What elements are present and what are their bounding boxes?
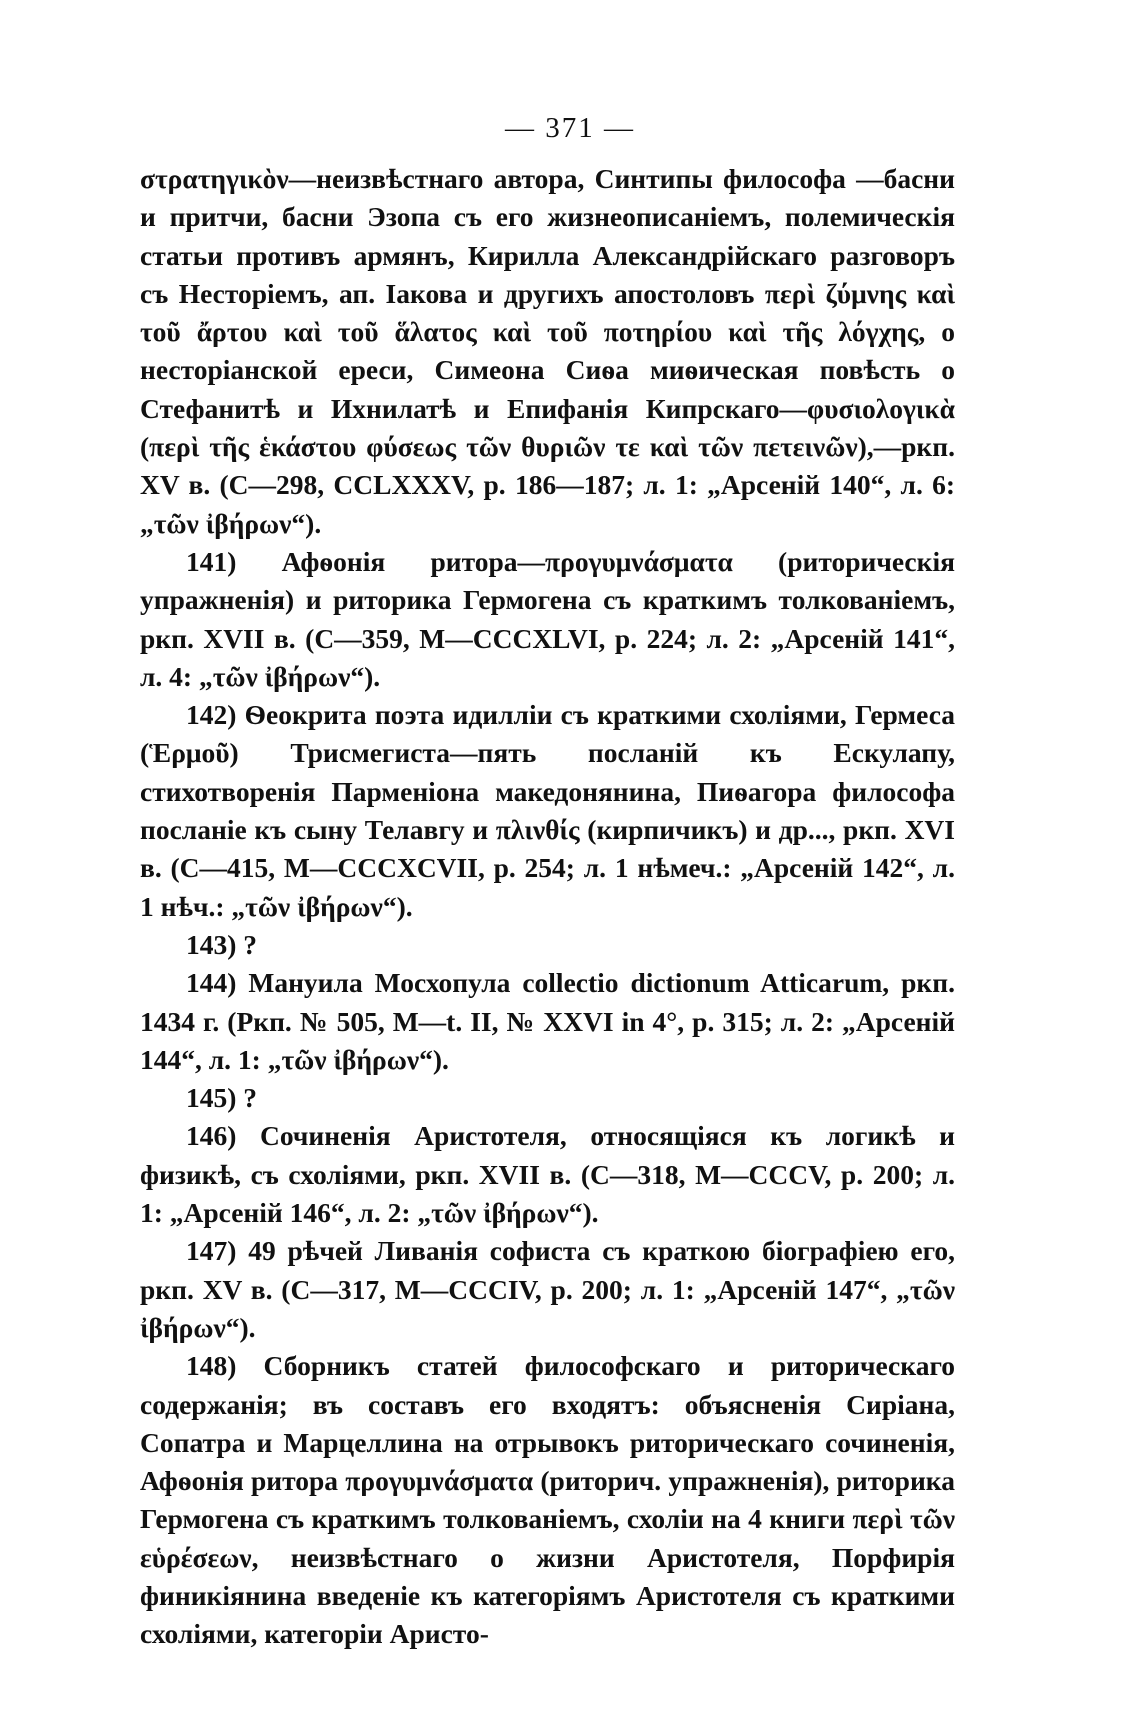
list-item-145: 145) ?: [186, 1082, 258, 1114]
list-item-141: 141) Афѳонія ритора—προγυμνάσματα (риторическія упражненія) и риторика Гермогена съ краткимъ толкованіемъ, ркп. XVII в. (С—359, М—СССXLVI, р. 224; л. 2: „Арсеній 141“, л. 4: „τῶν ἰβήρων“).: [140, 545, 955, 692]
body-text: [140, 160, 955, 1654]
list-item-146: 146) Сочиненія Аристотеля, относящіяся къ логикѣ и физикѣ, съ схоліями, ркп. XVII в. (С—318, М—СССV, р. 200; л. 1: „Арсеній 146“, л. 2: „τῶν ἰβήρων“).: [140, 1120, 955, 1229]
list-item-142: 142) Ѳеокрита поэта идилліи съ краткими схоліями, Гермеса (Ἑρμοῦ) Трисмегиста—пять посланій къ Ескулапу, стихотворенія Парменіона македонянина, Пиѳагора философа посланіе къ сыну Телавгу и πλινθίς (кирпичикъ) и др..., ркп. XVI в. (С—415, М—СССXCVII, р. 254; л. 1 нѣмеч.: „Арсеній 142“, л. 1 нѣч.: „τῶν ἰβήρων“).: [140, 699, 955, 922]
list-item-147: 147) 49 рѣчей Ливанія софиста съ краткою біографіею его, ркп. XV в. (С—317, М—СССIV, р. 200; л. 1: „Арсеній 147“, „τῶν ἰβήρων“).: [140, 1235, 955, 1343]
list-item-144: 144) Мануила Мосхопула collectio dictionum Atticarum, ркп. 1434 г. (Ркп. № 505, М—t. II, № XXVI in 4°, р. 315; л. 2: „Арсеній 144“, л. 1: „τῶν ἰβήρων“).: [140, 967, 955, 1075]
list-item-143: 143) ?: [186, 928, 258, 960]
list-item-148: 148) Сборникъ статей философскаго и риторическаго содержанія; въ составъ его входятъ: объясненія Сиріана, Сопатра и Марцеллина на отрывокъ риторическаго сочиненія, Афѳонія ритора προγυμνάσματα (риторич. упражненія), риторика Гермогена съ краткимъ толкованіемъ, схоліи на 4 книги περὶ τῶν εὑρέσεων, неизвѣстнаго о жизни Аристотеля, Порфирія финикіянина введеніе къ категоріямъ Аристотеля съ краткими схоліями, категоріи Аристо-: [140, 1350, 955, 1650]
page-number: — 371 —: [505, 112, 635, 144]
paragraph-continued: στρατηγικὸν—неизвѣстнаго автора, Синтипы философа —басни и притчи, басни Эзопа съ его жизнеописаніемъ, полемическія статьи противъ армянъ, Кирилла Александрійскаго разговоръ съ Несторіемъ, ап. Іакова и другихъ апостоловъ περὶ ζύμνης καὶ τοῦ ἄρτου καὶ τοῦ ἅλατος καὶ τοῦ ποτηρίου καὶ τῆς λόγχης, о несторіанской ереси, Симеона Сиѳа миѳическая повѣсть о Стефанитѣ и Ихнилатѣ и Епифанія Кипрскаго—φυσιολογικὰ (περὶ τῆς ἑκάστου φύσεως τῶν θυριῶν τε καὶ τῶν πετεινῶν),—ркп. XV в. (С—298, CCLXXXV, р. 186—187; л. 1: „Арсеній 140“, л. 6: „τῶν ἰβήρων“).: [140, 163, 955, 539]
